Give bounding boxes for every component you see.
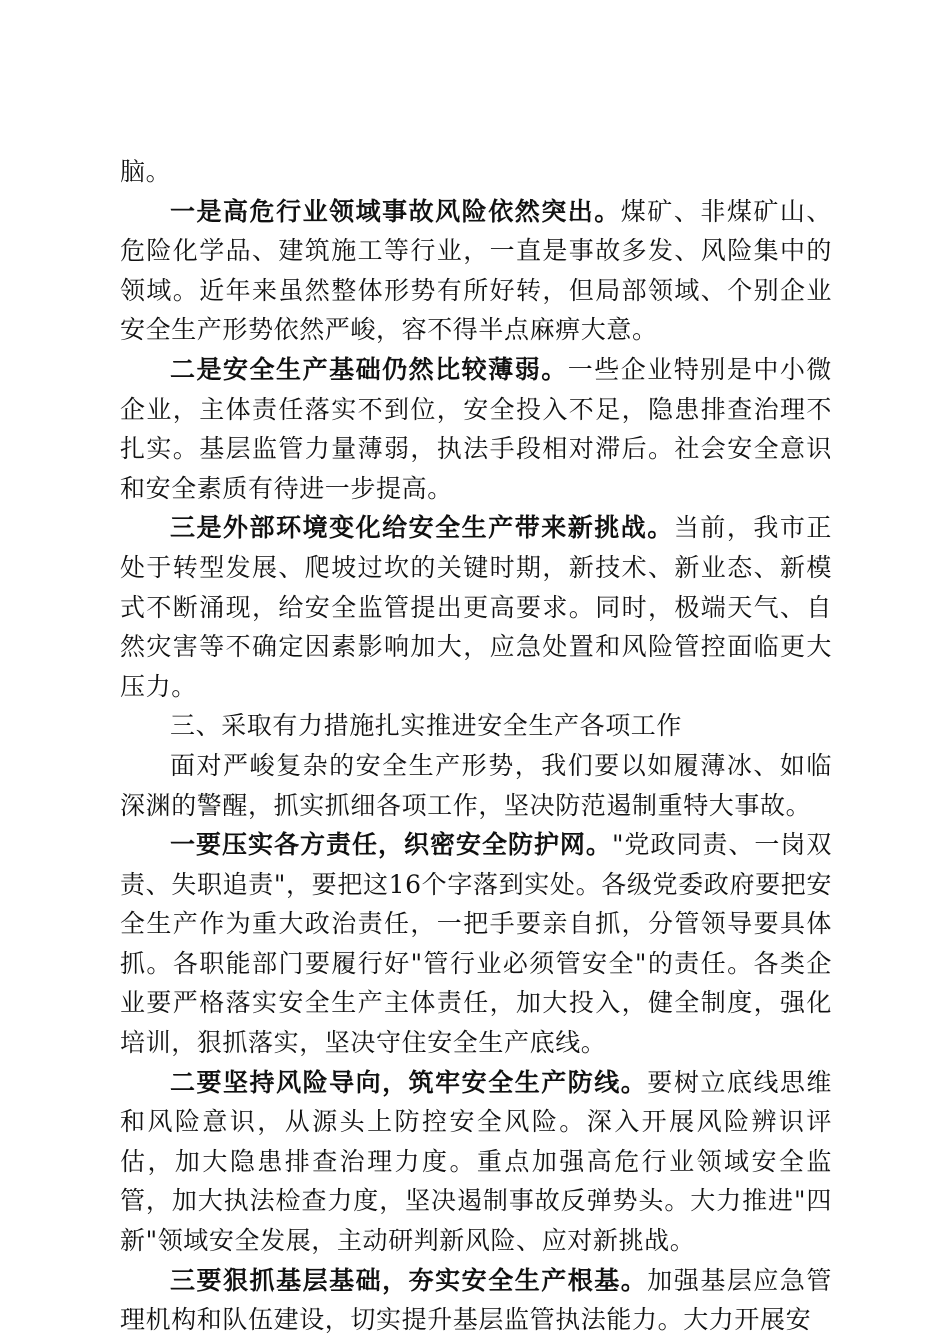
paragraph-intro xyxy=(120,746,832,825)
section-heading-text: 三、采取有力措施扎实推进安全生产各项工作 xyxy=(170,711,683,741)
document-body xyxy=(120,152,832,1340)
paragraph-responsibility xyxy=(120,825,832,1063)
paragraph-text: "党政同责、一岗双责、失职追责"，要把这16个字落到实处。各级党委政府要把安全生产作为重大政治责任，一把手要亲自抓，分管领导要具体抓。各职能部门要履行好"管行业必须管安全"的责任。各类企业要严格落实安全生产主体责任，加大投入，健全制度，强化培训，狠抓落实，坚决守住安全生产底线。 xyxy=(120,830,833,1058)
paragraph-text: 要树立底线思维和风险意识，从源头上防控安全风险。深入开展风险辨识评估，加大隐患排查治理力度。重点加强高危行业领域安全监管，加大执法检查力度，坚决遏制事故反弹势头。大力推进"四新"领域安全发展，主动研判新风险、应对新挑战。 xyxy=(120,1067,832,1256)
paragraph-lead: 二要坚持风险导向，筑牢安全生产防线。 xyxy=(170,1067,648,1097)
paragraph-text: 一些企业特别是中小微企业，主体责任落实不到位，安全投入不足，隐患排查治理不扎实。基层监管力量薄弱，执法手段相对滞后。社会安全意识和安全素质有待进一步提高。 xyxy=(120,354,832,503)
paragraph-text: 加强基层应急管理机构和队伍建设，切实提升基层监管执法能力。大力开展安 xyxy=(120,1265,832,1335)
paragraph-continuation xyxy=(120,152,832,192)
paragraph-risk-high-danger xyxy=(120,192,832,350)
paragraph-text: 当前，我市正处于转型发展、爬坡过坎的关键时期，新技术、新业态、新模式不断涌现，给安全监管提出更高要求。同时，极端天气、自然灾害等不确定因素影响加大，应急处置和风险管控面临更大压力。 xyxy=(120,513,832,701)
paragraph-text: 脑。 xyxy=(120,157,172,186)
paragraph-text: 面对严峻复杂的安全生产形势，我们要以如履薄冰、如临深渊的警醒，抓实抓细各项工作，坚决防范遏制重特大事故。 xyxy=(120,750,832,820)
paragraph-lead: 三是外部环境变化给安全生产带来新挑战。 xyxy=(170,513,674,543)
paragraph-lead: 三要狠抓基层基础，夯实安全生产根基。 xyxy=(170,1265,648,1295)
section-heading xyxy=(120,706,832,746)
paragraph-lead: 一要压实各方责任，织密安全防护网。 xyxy=(170,830,612,860)
paragraph-lead: 二是安全生产基础仍然比较薄弱。 xyxy=(170,354,568,384)
paragraph-weak-foundation xyxy=(120,350,832,508)
paragraph-risk-oriented xyxy=(120,1063,832,1261)
paragraph-text: 煤矿、非煤矿山、危险化学品、建筑施工等行业，一直是事故多发、风险集中的领域。近年来虽然整体形势有所好转，但局部领域、个别企业安全生产形势依然严峻，容不得半点麻痹大意。 xyxy=(120,196,832,345)
paragraph-lead: 一是高危行业领域事故风险依然突出。 xyxy=(170,196,621,226)
paragraph-grassroots xyxy=(120,1261,832,1340)
paragraph-new-challenges xyxy=(120,508,832,706)
